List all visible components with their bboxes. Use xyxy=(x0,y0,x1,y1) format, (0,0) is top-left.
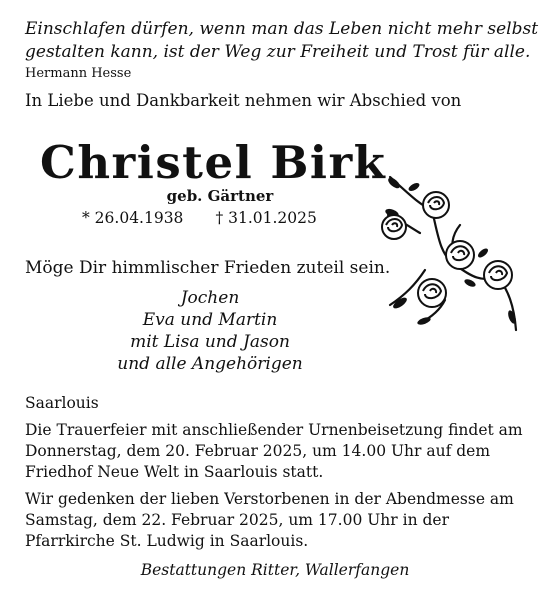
birth-date: * 26.04.1938 xyxy=(82,209,184,227)
mass-details-line: Wir gedenken der lieben Verstorbenen in der Abendmesse am xyxy=(25,490,514,508)
mourners-list xyxy=(70,287,350,375)
mourner-name: und alle Angehörigen xyxy=(117,354,303,374)
rose-branch-icon xyxy=(380,165,540,340)
funeral-details xyxy=(25,420,530,483)
funeral-details-line: Die Trauerfeier mit anschließender Urnenbeisetzung findet am xyxy=(25,421,523,439)
mourner-name: Jochen xyxy=(180,288,240,308)
memorial-quote xyxy=(25,18,539,82)
mourner-name: mit Lisa und Jason xyxy=(130,332,290,352)
quote-author: Hermann Hesse xyxy=(25,66,132,81)
maiden-name: geb. Gärtner xyxy=(166,187,274,205)
mass-details xyxy=(25,489,530,552)
life-dates xyxy=(82,209,317,227)
mass-details-line: Pfarrkirche St. Ludwig in Saarlouis. xyxy=(25,532,309,550)
deceased-name: Christel Birk xyxy=(40,136,387,189)
blessing-line: Möge Dir himmlischer Frieden zuteil sein. xyxy=(25,258,391,278)
funeral-details-line: Donnerstag, dem 20. Februar 2025, um 14.00 Uhr auf dem xyxy=(25,442,491,460)
mass-details-line: Samstag, dem 22. Februar 2025, um 17.00 Uhr in der xyxy=(25,511,449,529)
mourner-name: Eva und Martin xyxy=(142,310,278,330)
funeral-details-line: Friedhof Neue Welt in Saarlouis statt. xyxy=(25,463,324,481)
undertaker-credit: Bestattungen Ritter, Wallerfangen xyxy=(140,561,410,579)
quote-line-2: gestalten kann, ist der Weg zur Freiheit und Trost für alle. xyxy=(25,42,531,62)
farewell-intro: In Liebe und Dankbarkeit nehmen wir Abschied von xyxy=(25,91,462,110)
death-date: † 31.01.2025 xyxy=(215,209,317,227)
quote-line-1: Einschlafen dürfen, wenn man das Leben nicht mehr selbst xyxy=(25,19,539,39)
city-name: Saarlouis xyxy=(25,394,99,412)
